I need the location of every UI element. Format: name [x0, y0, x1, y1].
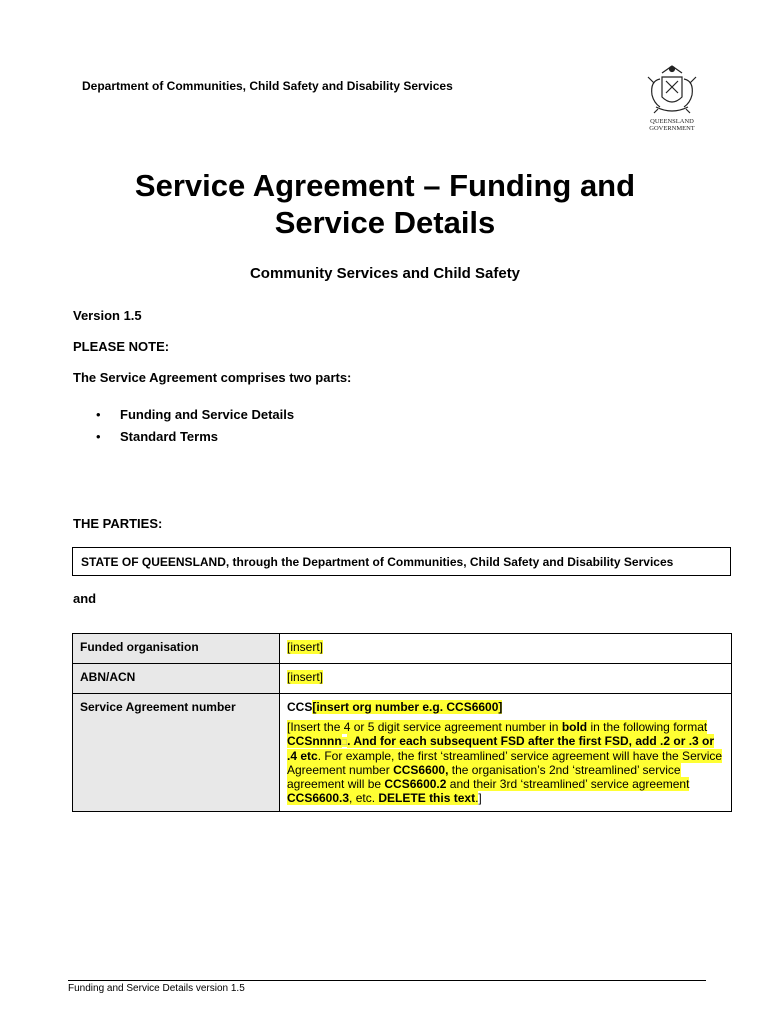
table-row [73, 634, 732, 664]
abn-acn-placeholder: [insert] [287, 670, 324, 684]
document-subtitle: Community Services and Child Safety [249, 265, 521, 282]
note-bold: CCS6600.2 [384, 777, 447, 791]
footer-divider [68, 980, 706, 981]
list-item-label: Funding and Service Details [120, 407, 295, 422]
sa-number-instructions [287, 720, 725, 805]
organisation-details-table [72, 633, 732, 812]
title-line-2: Service Details [274, 205, 496, 240]
sa-prefix: CCS [287, 700, 313, 714]
title-line-1: Service Agreement – Funding and [134, 168, 636, 203]
department-header: Department of Communities, Child Safety and Disability Services [82, 79, 453, 93]
state-party-box: STATE OF QUEENSLAND, through the Department of Communities, Child Safety and Disability Services [72, 547, 731, 576]
parts-list [96, 405, 294, 449]
funded-organisation-value [280, 634, 732, 664]
note-bold: CCS6600, [393, 763, 449, 777]
note-bold: CCSnnnn [287, 734, 342, 748]
sa-number-line [287, 700, 725, 714]
version-label: Version 1.5 [73, 308, 142, 323]
logo-text-line2: GOVERNMENT [649, 125, 695, 132]
abn-acn-value [280, 664, 732, 694]
document-title [0, 167, 770, 241]
note-text: and their 3rd ‘streamlined’ service agreement [446, 777, 690, 791]
note-text: ] [478, 791, 482, 805]
table-row [73, 694, 732, 812]
table-row [73, 664, 732, 694]
list-item [96, 427, 294, 449]
and-text: and [73, 591, 97, 606]
service-agreement-number-label: Service Agreement number [73, 694, 280, 812]
queensland-government-crest-logo [640, 63, 704, 133]
note-symbol: □ [341, 737, 348, 747]
note-bold: . And for each subsequent FSD after the first FSD, add .2 or .3 or .4 etc [287, 734, 715, 763]
note-bold: bold [561, 720, 588, 734]
funded-organisation-placeholder: [insert] [287, 640, 324, 654]
comprises-text: The Service Agreement comprises two parts: [73, 370, 352, 385]
please-note-label: PLEASE NOTE: [73, 339, 170, 354]
note-text: , etc. [349, 791, 379, 805]
note-text: the organisation’s 2nd ‘streamlined’ service agreement will be [287, 763, 681, 791]
note-bold: DELETE this text [378, 791, 476, 805]
service-agreement-number-value [280, 694, 732, 812]
list-item-label: Standard Terms [120, 429, 219, 444]
funded-organisation-label: Funded organisation [73, 634, 280, 664]
note-bold: CCS6600.3 [287, 791, 350, 805]
bullet-glyph: • [96, 407, 101, 422]
sa-number-placeholder: [insert org number e.g. CCS6600] [312, 700, 503, 714]
list-item [96, 405, 294, 427]
note-text: . For example, the first ‘streamlined’ service agreement will have the Service Agreement number [287, 749, 723, 777]
abn-acn-label: ABN/ACN [73, 664, 280, 694]
logo-text-line1: QUEENSLAND [650, 118, 694, 125]
bullet-glyph: • [96, 429, 101, 444]
page-footer: Funding and Service Details version 1.5 [68, 983, 245, 994]
note-text: . [475, 791, 479, 805]
note-text: [Insert the 4 or 5 digit service agreement number in [287, 720, 562, 734]
note-text: in the following format [587, 720, 708, 734]
parties-heading: THE PARTIES: [73, 516, 163, 531]
